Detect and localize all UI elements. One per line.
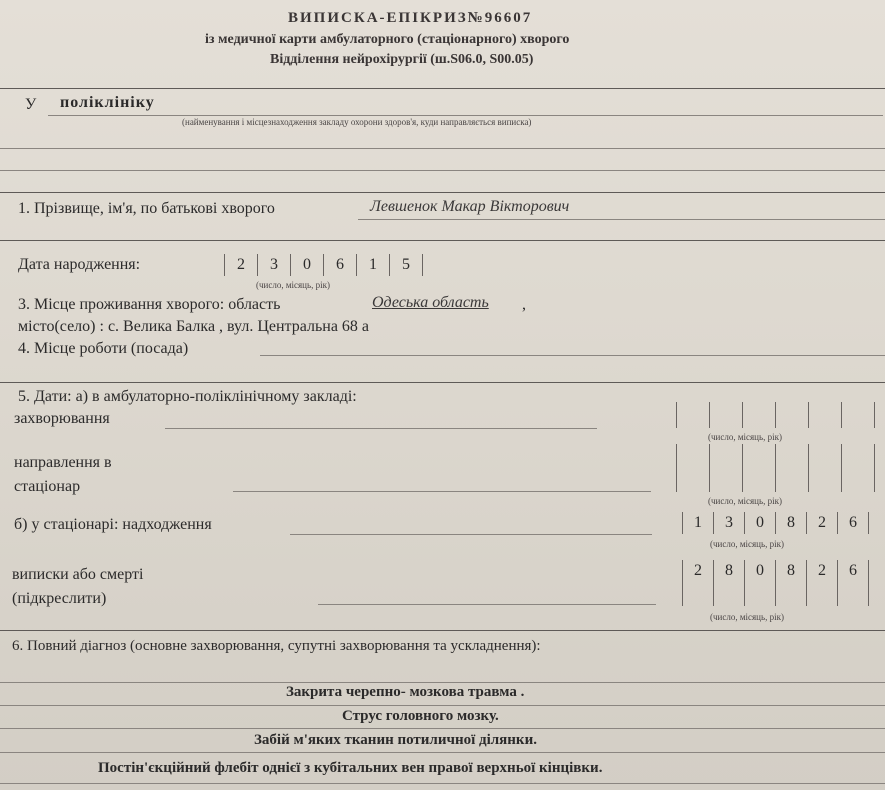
admission-digit: 1	[682, 512, 713, 534]
discharge-caption: (число, місяць, рік)	[710, 612, 784, 622]
divider	[0, 88, 885, 89]
illness-label: захворювання	[14, 410, 110, 427]
blank-line	[0, 148, 885, 149]
admission-digit: 0	[744, 512, 775, 534]
discharge-digit: 8	[775, 560, 806, 606]
illness-caption: (число, місяць, рік)	[708, 432, 782, 442]
admission-label: б) у стаціонарі: надходження	[14, 516, 212, 533]
residence-comma: ,	[522, 296, 526, 313]
recipient-prefix: У	[25, 96, 37, 113]
admission-digit: 6	[837, 512, 869, 534]
divider	[0, 240, 885, 241]
referral-caption: (число, місяць, рік)	[708, 496, 782, 506]
residence-region: Одеська область	[372, 294, 489, 311]
diagnosis-line-4: Постін'єкційний флебіт однієї з кубітальних вен правої верхньої кінцівки.	[98, 760, 603, 776]
admission-digit: 2	[806, 512, 837, 534]
discharge-digit: 6	[837, 560, 869, 606]
patient-name-label: 1. Прізвище, ім'я, по батькові хворого	[18, 200, 275, 217]
work-label: 4. Місце роботи (посада)	[18, 340, 189, 357]
diagnosis-line-1: Закрита черепно- мозкова травма .	[286, 684, 525, 700]
dates-heading: 5. Дати: а) в амбулаторно-поліклінічному закладі:	[18, 388, 357, 405]
diagnosis-line	[0, 783, 885, 784]
referral-label-2: стаціонар	[14, 478, 81, 495]
birth-date-digit: 2	[224, 254, 257, 276]
recipient-caption: (найменування і місцезнаходження закладу охорони здоров'я, куди направляється виписка)	[182, 117, 532, 127]
recipient-value: поліклініку	[60, 94, 155, 111]
divider	[0, 192, 885, 193]
discharge-label-1: виписки або смерті	[12, 566, 144, 583]
diagnosis-line	[0, 728, 885, 729]
discharge-date-boxes	[682, 560, 869, 606]
discharge-digit: 2	[682, 560, 713, 606]
blank-line	[0, 170, 885, 171]
residence-label: 3. Місце проживання хворого: область	[18, 296, 281, 313]
referral-date-boxes	[676, 444, 875, 492]
divider	[0, 382, 885, 383]
patient-name-value: Левшенок Макар Вікторович	[370, 198, 570, 215]
diagnosis-line	[0, 705, 885, 706]
recipient-underline	[48, 115, 883, 116]
document-title: ВИПИСКА-ЕПІКРИЗ№96607	[288, 10, 533, 26]
patient-name-underline	[358, 219, 885, 220]
birth-date-digit: 3	[257, 254, 290, 276]
admission-caption: (число, місяць, рік)	[710, 539, 784, 549]
residence-city: місто(село) : с. Велика Балка , вул. Центральна 68 а	[18, 318, 370, 335]
diagnosis-label: 6. Повний діагноз (основне захворювання, супутні захворювання та ускладнення):	[12, 638, 541, 654]
admission-underline	[290, 534, 652, 535]
admission-digit: 8	[775, 512, 806, 534]
diagnosis-line	[0, 682, 885, 683]
illness-date-boxes	[676, 402, 875, 428]
referral-underline	[233, 491, 651, 492]
illness-underline	[165, 428, 597, 429]
admission-date-boxes	[682, 512, 869, 534]
birth-date-label: Дата народження:	[18, 256, 141, 273]
discharge-digit: 0	[744, 560, 775, 606]
discharge-label-2: (підкреслити)	[12, 590, 107, 607]
admission-digit: 3	[713, 512, 744, 534]
divider	[0, 630, 885, 631]
birth-date-digit: 1	[356, 254, 389, 276]
diagnosis-line	[0, 752, 885, 753]
birth-date-digit: 6	[323, 254, 356, 276]
discharge-digit: 2	[806, 560, 837, 606]
diagnosis-line-2: Струс головного мозку.	[342, 708, 499, 724]
birth-date-digit: 5	[389, 254, 423, 276]
discharge-digit: 8	[713, 560, 744, 606]
discharge-underline	[318, 604, 656, 605]
birth-date-boxes	[224, 254, 423, 276]
document-subtitle: із медичної карти амбулаторного (стаціонарного) хворого	[205, 32, 570, 47]
diagnosis-line-3: Забій м'яких тканин потиличної ділянки.	[254, 732, 537, 748]
birth-date-digit: 0	[290, 254, 323, 276]
department-line: Відділення нейрохірургії (ш.S06.0, S00.05)	[270, 52, 534, 67]
work-underline	[260, 355, 885, 356]
referral-label-1: направлення в	[14, 454, 112, 471]
birth-date-caption: (число, місяць, рік)	[256, 280, 330, 290]
